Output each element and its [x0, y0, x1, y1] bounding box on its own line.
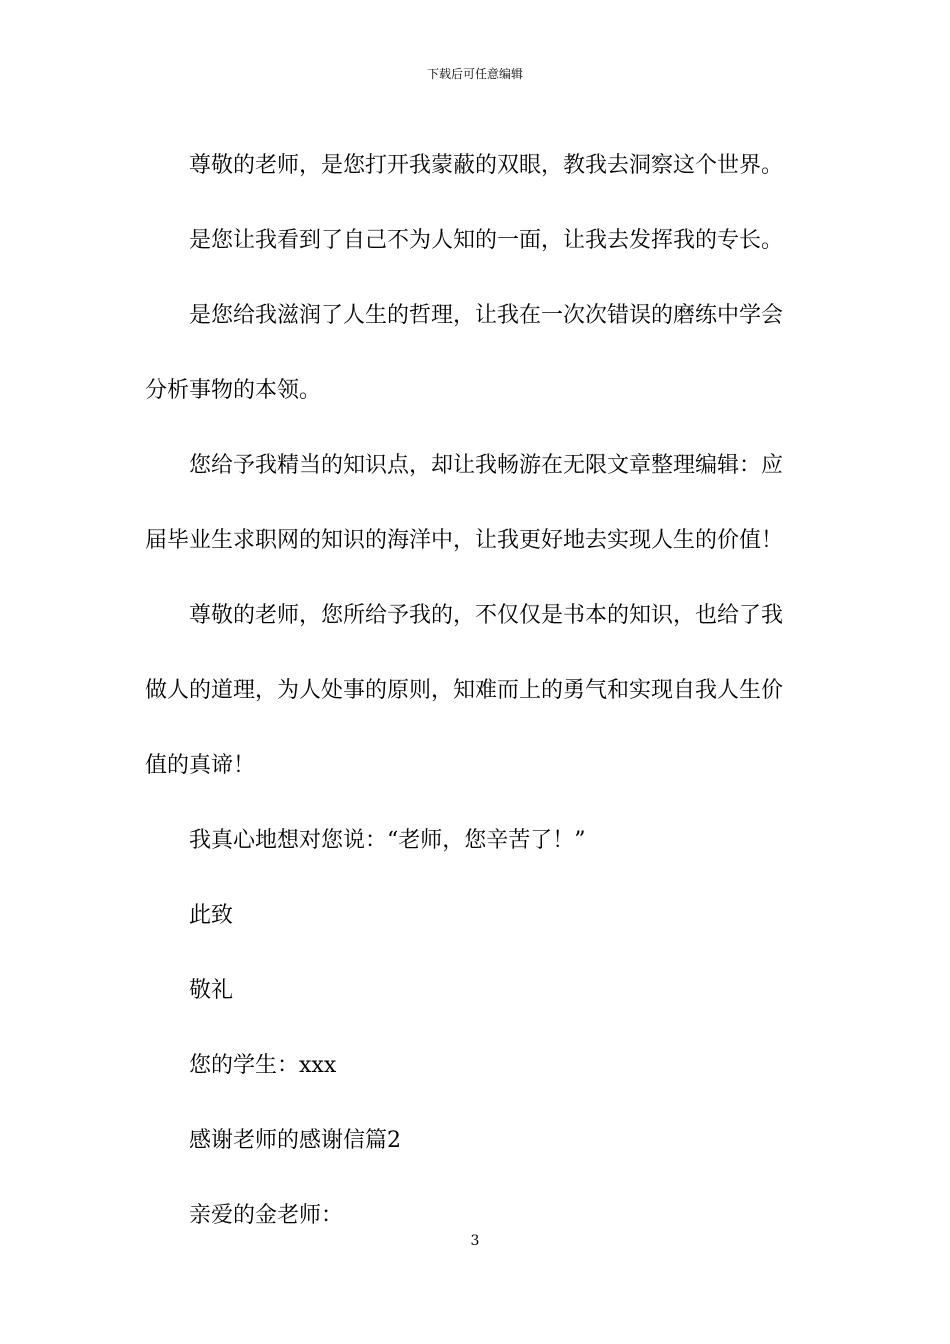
paragraph-line: 是您让我看到了自己不为人知的一面，让我去发挥我的专长。 [189, 228, 784, 253]
document-body [145, 128, 810, 1253]
paragraph-line: 尊敬的老师，是您打开我蒙蔽的双眼，教我去洞察这个世界。 [189, 153, 784, 178]
paragraph-line: 我真心地想对您说：“老师，您辛苦了！” [189, 828, 586, 853]
section-title: 感谢老师的感谢信篇2 [189, 1128, 401, 1153]
paragraph-line: 做人的道理，为人处事的原则，知难而上的勇气和实现自我人生价 [145, 678, 784, 703]
paragraph-line: 值的真谛！ [145, 753, 256, 778]
page-number: 3 [470, 1233, 480, 1249]
paragraph-line: 分析事物的本领。 [145, 378, 322, 403]
paragraph-line: 您给予我精当的知识点，却让我畅游在无限文章整理编辑：应 [189, 453, 784, 478]
paragraph-line: 是您给我滋润了人生的哲理，让我在一次次错误的磨练中学会 [189, 303, 784, 328]
page-header: 下载后可任意编辑 [426, 67, 523, 81]
closing-line: 此致 [189, 903, 234, 928]
signature-line: 您的学生：xxx [189, 1053, 337, 1078]
closing-line: 敬礼 [189, 978, 234, 1003]
paragraph-line: 尊敬的老师，您所给予我的，不仅仅是书本的知识，也给了我 [189, 603, 784, 628]
paragraph-line: 届毕业生求职网的知识的海洋中，让我更好地去实现人生的价值！ [145, 528, 784, 553]
salutation-line: 亲爱的金老师： [189, 1203, 344, 1228]
